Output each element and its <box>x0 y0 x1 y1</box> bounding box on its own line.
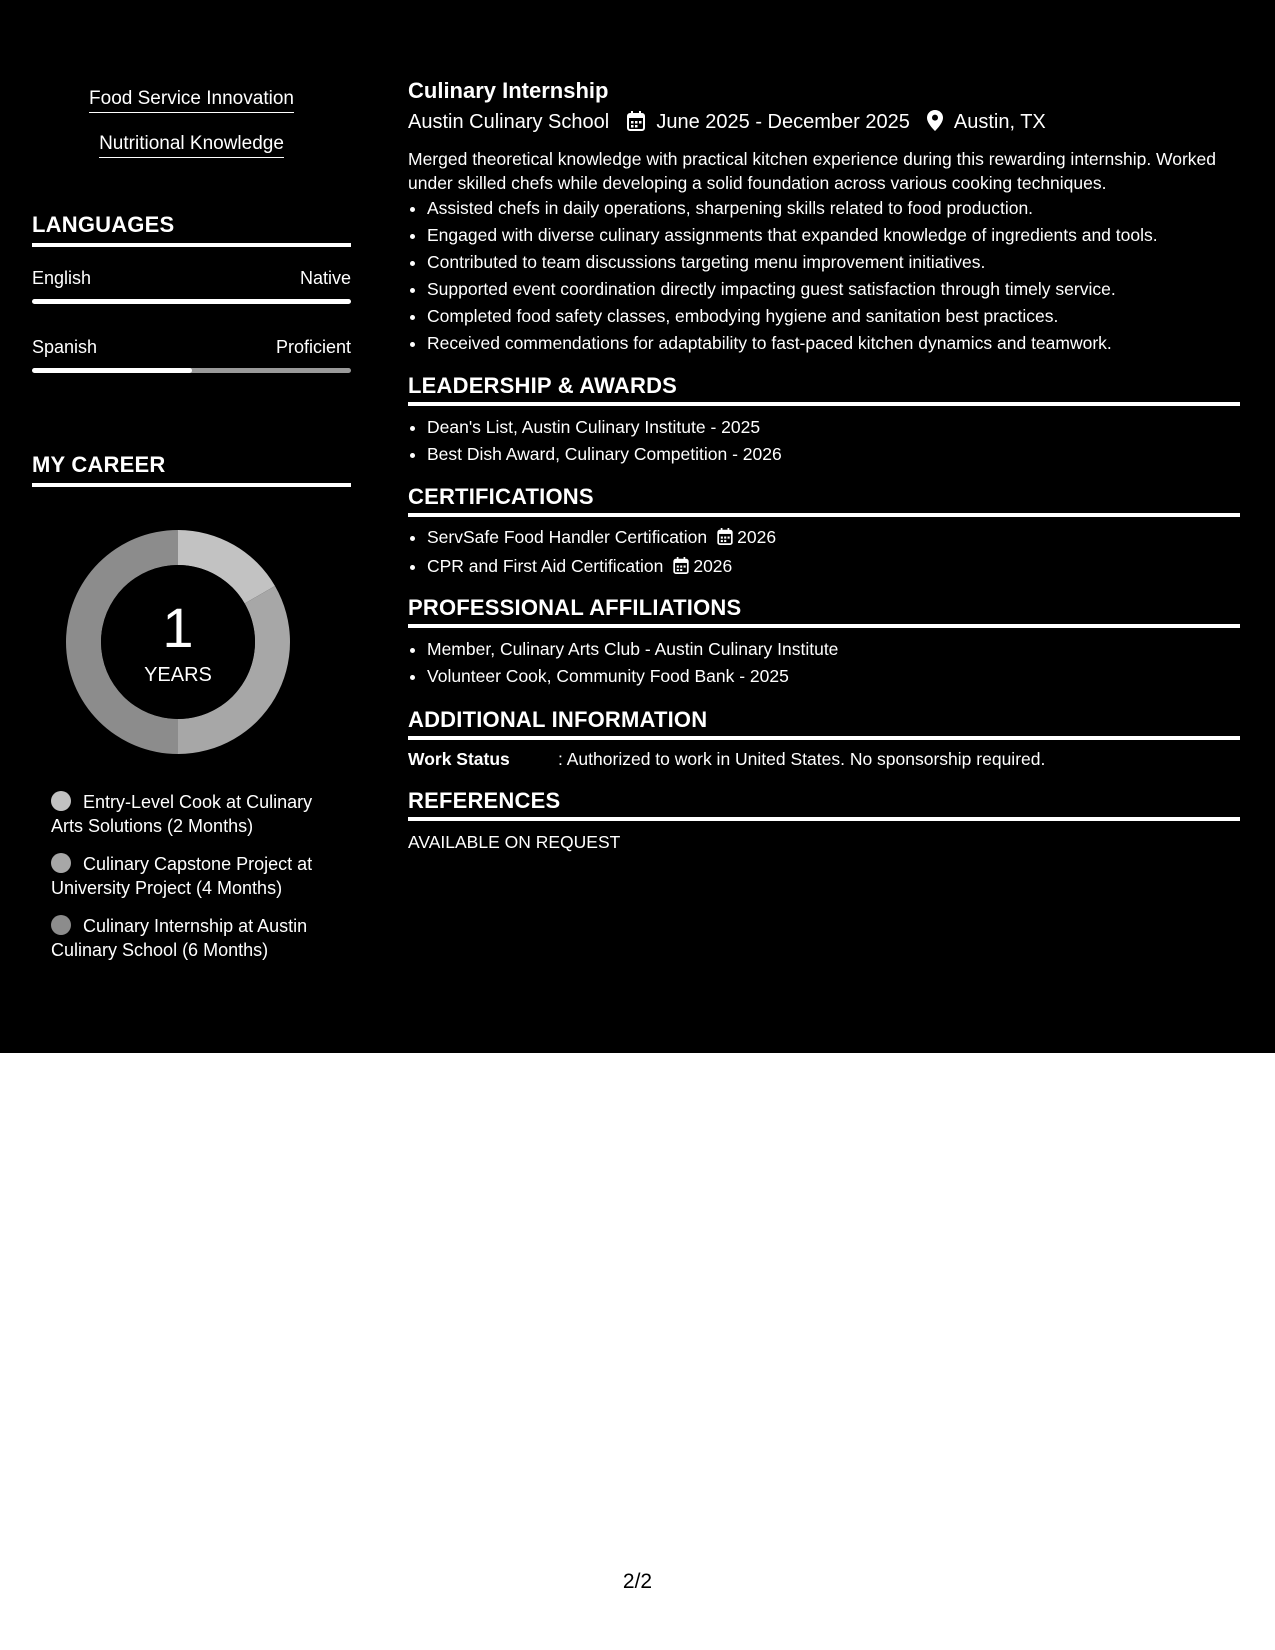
list-item: • Engaged with diverse culinary assignments that expanded knowledge of ingredients and tools. <box>427 222 1248 249</box>
additional-info-heading: ADDITIONAL INFORMATION <box>408 707 1240 740</box>
list-item: • Member, Culinary Arts Club - Austin Culinary Institute <box>427 636 1240 663</box>
list-item: • Best Dish Award, Culinary Competition - 2026 <box>427 441 1240 468</box>
affiliations-heading: PROFESSIONAL AFFILIATIONS <box>408 595 1240 628</box>
skill-tag <box>32 133 351 155</box>
job-location: Austin, TX <box>953 111 1046 133</box>
languages-heading: LANGUAGES <box>32 212 351 247</box>
language-bar <box>32 368 351 373</box>
job-description <box>408 147 1248 357</box>
job-bullets <box>408 195 1248 357</box>
list-item: • Contributed to team discussions targeting menu improvement initiatives. <box>427 249 1248 276</box>
certifications-list <box>408 524 1240 582</box>
language-row <box>32 337 351 358</box>
job-summary: Merged theoretical knowledge with practical kitchen experience during this rewarding internship. Worked under skilled chefs while developing a solid foundation across various cooking techniques. <box>408 149 1217 193</box>
references-text: AVAILABLE ON REQUEST <box>408 832 621 852</box>
list-item <box>427 524 1240 553</box>
awards-heading: LEADERSHIP & AWARDS <box>408 373 1240 406</box>
language-level: Native <box>299 268 351 288</box>
awards-list <box>408 414 1240 468</box>
job-dates: June 2025 - December 2025 <box>656 111 910 133</box>
work-status-label: Work Status <box>408 749 510 769</box>
list-item: • Assisted chefs in daily operations, sharpening skills related to food production. <box>427 195 1248 222</box>
calendar-icon <box>627 111 645 137</box>
sidebar <box>32 0 351 1053</box>
certification-year: 2026 <box>737 527 777 547</box>
language-row <box>32 268 351 289</box>
career-total-unit: YEARS <box>144 664 212 686</box>
certification-year: 2026 <box>693 556 733 576</box>
job-meta <box>408 110 1046 137</box>
career-item <box>51 852 341 900</box>
language-bar <box>32 299 351 304</box>
career-item-label: Culinary Internship at Austin Culinary School (6 Months) <box>51 916 308 960</box>
language-bar-fill <box>32 368 192 373</box>
career-heading: MY CAREER <box>32 452 351 487</box>
career-dot <box>51 915 71 935</box>
calendar-icon <box>717 526 733 553</box>
certifications-heading: CERTIFICATIONS <box>408 484 1240 517</box>
job-title: Culinary Internship <box>408 78 609 103</box>
list-item: • Received commendations for adaptability to fast-paced kitchen dynamics and teamwork. <box>427 330 1248 357</box>
affiliations-list <box>408 636 1240 690</box>
calendar-icon <box>673 555 689 582</box>
work-status-row <box>408 749 1045 770</box>
career-item <box>51 790 341 838</box>
skill-label: Food Service Innovation <box>89 88 294 113</box>
language-name: English <box>32 268 92 288</box>
job-company: Austin Culinary School <box>408 111 610 133</box>
list-item: • Completed food safety classes, embodying hygiene and sanitation best practices. <box>427 303 1248 330</box>
main-content <box>408 0 1240 1053</box>
references-heading: REFERENCES <box>408 788 1240 821</box>
language-level: Proficient <box>275 337 351 357</box>
skill-label: Nutritional Knowledge <box>99 133 284 158</box>
location-pin-icon <box>927 110 943 137</box>
list-item: • Volunteer Cook, Community Food Bank - 2025 <box>427 663 1240 690</box>
work-status-value: : Authorized to work in United States. No sponsorship required. <box>558 749 1046 769</box>
language-name: Spanish <box>32 337 98 357</box>
skill-tag <box>32 88 351 110</box>
career-item-label: Entry-Level Cook at Culinary Arts Solutions (2 Months) <box>51 792 313 836</box>
certification-name: ServSafe Food Handler Certification <box>427 527 708 547</box>
page-number: 2/2 <box>622 1570 653 1593</box>
list-item: • Dean's List, Austin Culinary Institute - 2025 <box>427 414 1240 441</box>
list-item <box>427 553 1240 582</box>
certification-name: CPR and First Aid Certification <box>427 556 664 576</box>
career-item <box>51 914 341 962</box>
career-dot <box>51 791 71 811</box>
career-total-value: 1 <box>162 596 194 659</box>
language-bar-fill <box>32 299 351 304</box>
career-item-label: Culinary Capstone Project at University Project (4 Months) <box>51 854 313 898</box>
list-item: • Supported event coordination directly impacting guest satisfaction through timely service. <box>427 276 1248 303</box>
career-dot <box>51 853 71 873</box>
